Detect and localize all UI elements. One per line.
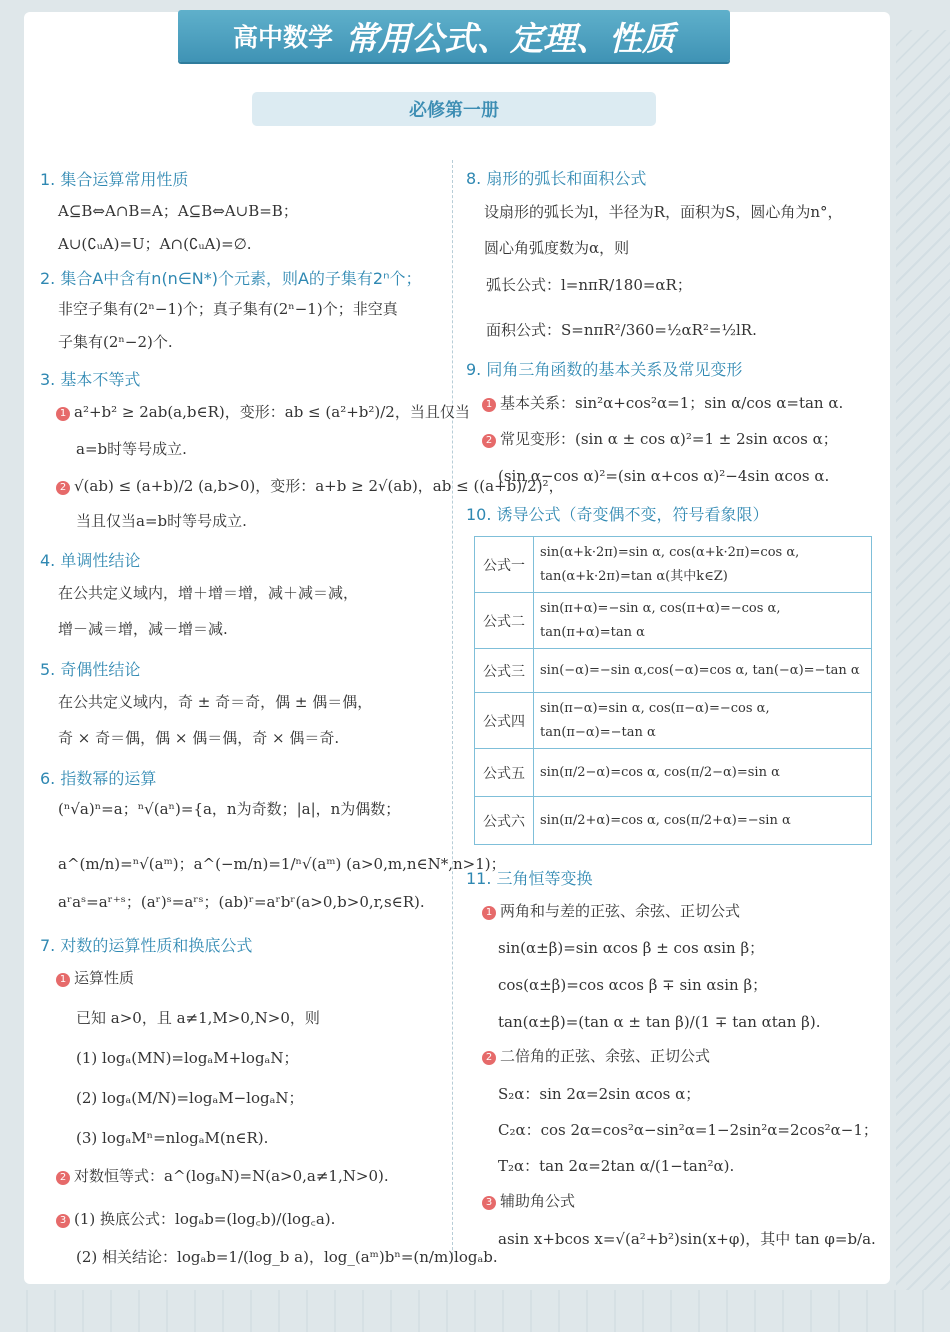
formula-content	[534, 537, 872, 593]
section-heading: 1. 集合运算常用性质	[40, 170, 189, 189]
line-text: C₂α：cos 2α=cos²α−sin²α=1−2sin²α=2cos²α−1；	[498, 1121, 878, 1139]
formula-content	[534, 749, 872, 797]
line-text: cos(α±β)=cos αcos β ∓ sin αsin β；	[498, 976, 768, 994]
formula-line	[498, 1157, 734, 1175]
background-stripes	[896, 30, 950, 1330]
numbered-item	[482, 1192, 575, 1210]
formula-line	[498, 1085, 700, 1103]
induction-formula-table	[474, 536, 872, 845]
formula-line	[58, 800, 400, 818]
formula-name: 公式三	[475, 649, 534, 693]
line-text: 两角和与差的正弦、余弦、正切公式	[500, 902, 741, 920]
line-text: 弧长公式：l=nπR/180=αR；	[486, 276, 692, 294]
line-text: (1) logₐ(MN)=logₐM+logₐN；	[76, 1049, 299, 1067]
formula-content	[534, 593, 872, 649]
line-text: T₂α：tan 2α=2tan α/(1−tan²α).	[498, 1157, 735, 1175]
line-text: A⊆B⇔A∩B=A；A⊆B⇔A∪B=B；	[58, 202, 298, 220]
formula-line	[76, 1129, 268, 1147]
line-text: (3) logₐMⁿ=nlogₐM(n∈R).	[76, 1129, 269, 1147]
section-heading: 7. 对数的运算性质和换底公式	[40, 936, 253, 955]
line-text: a^(m/n)=ⁿ√(aᵐ)；a^(−m/n)=1/ⁿ√(aᵐ) (a>0,m,n∈N*,n>1)；	[58, 855, 506, 873]
line-text: 增－减＝增，减－增＝减.	[58, 620, 228, 638]
line-text: asin x+bcos x=√(a²+b²)sin(x+φ)，其中 tan φ=b/a.	[498, 1230, 876, 1248]
subtitle-bar: 必修第一册	[252, 92, 656, 126]
formula-line: sin(π+α)=−sin α, cos(π+α)=−cos α,	[540, 600, 781, 616]
formula-content	[534, 797, 872, 845]
formula-line	[486, 276, 692, 294]
numbered-item	[56, 1210, 335, 1228]
formula-line	[58, 584, 358, 602]
line-text: 在公共定义域内，奇 ± 奇＝奇，偶 ± 偶＝偶，	[58, 693, 373, 711]
line-text: 当且仅当a=b时等号成立.	[76, 512, 247, 530]
formula-line	[486, 321, 757, 339]
item-number-badge: 3	[482, 1196, 496, 1210]
line-text: a²+b² ≥ 2ab(a,b∈R)，变形：ab ≤ (a²+b²)/2，当且仅当	[74, 403, 470, 421]
formula-line: tan(α+k·2π)=tan α(其中k∈Z)	[540, 568, 728, 584]
formula-name: 公式四	[475, 693, 534, 749]
formula-name: 公式五	[475, 749, 534, 797]
bottom-stripes	[0, 1290, 950, 1332]
formula-line	[498, 939, 764, 957]
numbered-item	[56, 477, 564, 495]
line-text: (2) logₐ(M/N)=logₐM−logₐN；	[76, 1089, 304, 1107]
formula-line	[58, 729, 339, 747]
table-row	[475, 693, 872, 749]
item-number-badge: 1	[56, 973, 70, 987]
line-text: 对数恒等式：a^(logₐN)=N(a>0,a≠1,N>0).	[74, 1167, 389, 1185]
formula-line: tan(π+α)=tan α	[540, 624, 645, 640]
title-main: 常用公式、定理、性质	[345, 18, 675, 58]
section-heading: 5. 奇偶性结论	[40, 660, 141, 679]
column-divider	[452, 160, 453, 1260]
numbered-item	[482, 902, 740, 920]
item-number-badge: 2	[482, 434, 496, 448]
table-row	[475, 797, 872, 845]
numbered-item	[56, 969, 134, 987]
formula-line	[58, 202, 298, 220]
line-text: √(ab) ≤ (a+b)/2 (a,b>0)，变形：a+b ≥ 2√(ab)，ab ≤ ((a+b)/2)²，	[74, 477, 564, 495]
formula-content	[534, 649, 872, 693]
formula-line	[58, 235, 252, 253]
line-text: 奇 × 奇＝偶，偶 × 偶＝偶，奇 × 偶＝奇.	[58, 729, 340, 747]
formula-line: sin(π/2+α)=cos α, cos(π/2+α)=−sin α	[540, 812, 791, 828]
line-text: (2) 相关结论：logₐb=1/(log_b a)，log_(aᵐ)bⁿ=(n/m)logₐb.	[76, 1248, 498, 1266]
item-number-badge: 2	[56, 1171, 70, 1185]
line-text: 面积公式：S=nπR²/360=½αR²=½lR.	[486, 321, 757, 339]
numbered-item	[482, 430, 838, 448]
line-text: 运算性质	[74, 969, 135, 987]
formula-line	[498, 976, 767, 994]
line-text: 圆心角弧度数为α，则	[484, 239, 630, 257]
formula-line	[58, 893, 425, 911]
formula-line: sin(π−α)=sin α, cos(π−α)=−cos α,	[540, 700, 770, 716]
formula-line	[484, 239, 629, 257]
section-heading: 6. 指数幂的运算	[40, 769, 157, 788]
section-heading: 9. 同角三角函数的基本关系及常见变形	[466, 360, 743, 379]
formula-line	[498, 467, 829, 485]
formula-line	[76, 1009, 320, 1027]
numbered-item	[56, 403, 470, 421]
item-number-badge: 1	[482, 906, 496, 920]
line-text: 二倍角的正弦、余弦、正切公式	[500, 1047, 711, 1065]
section-heading: 4. 单调性结论	[40, 551, 141, 570]
formula-line: sin(−α)=−sin α,cos(−α)=cos α, tan(−α)=−tan α	[540, 662, 860, 678]
numbered-item	[56, 1167, 389, 1185]
line-text: 在公共定义域内，增＋增＝增，减＋减＝减，	[58, 584, 359, 602]
formula-content	[534, 693, 872, 749]
line-text: S₂α：sin 2α=2sin αcos α；	[498, 1085, 701, 1103]
formula-line	[76, 1049, 298, 1067]
title-banner	[178, 10, 730, 62]
numbered-item	[482, 394, 843, 412]
item-number-badge: 2	[56, 481, 70, 495]
item-number-badge: 2	[482, 1051, 496, 1065]
formula-line: sin(π/2−α)=cos α, cos(π/2−α)=sin α	[540, 764, 780, 780]
line-text: 子集有(2ⁿ−2)个.	[58, 333, 173, 351]
formula-line	[498, 1230, 876, 1248]
numbered-item	[482, 1047, 710, 1065]
formula-line	[498, 1013, 820, 1031]
line-text: aʳaˢ=aʳ⁺ˢ；(aʳ)ˢ=aʳˢ；(ab)ʳ=aʳbʳ(a>0,b>0,r,s∈R).	[58, 893, 425, 911]
line-text: 设扇形的弧长为l，半径为R，面积为S，圆心角为n°，	[484, 203, 843, 221]
formula-name: 公式二	[475, 593, 534, 649]
line-text: a=b时等号成立.	[76, 440, 187, 458]
section-heading: 11. 三角恒等变换	[466, 869, 593, 888]
table-row	[475, 593, 872, 649]
title-prefix: 高中数学	[232, 23, 333, 52]
section-heading: 10. 诱导公式（奇变偶不变，符号看象限）	[466, 505, 769, 524]
table-row	[475, 749, 872, 797]
table-row	[475, 537, 872, 593]
formula-line	[58, 855, 506, 873]
line-text: sin(α±β)=sin αcos β ± cos αsin β；	[498, 939, 765, 957]
formula-name: 公式六	[475, 797, 534, 845]
line-text: 常见变形：(sin α ± cos α)²=1 ± 2sin αcos α；	[500, 430, 838, 448]
formula-name: 公式一	[475, 537, 534, 593]
line-text: 已知 a>0，且 a≠1,M>0,N>0，则	[76, 1009, 320, 1027]
section-heading: 8. 扇形的弧长和面积公式	[466, 169, 647, 188]
line-text: A∪(∁ᵤA)=U；A∩(∁ᵤA)=∅.	[58, 235, 252, 253]
formula-line	[498, 1121, 878, 1139]
formula-line	[58, 333, 173, 351]
item-number-badge: 1	[56, 407, 70, 421]
formula-line	[76, 512, 247, 530]
section-heading: 2. 集合A中含有n(n∈N*)个元素，则A的子集有2ⁿ个；	[40, 269, 422, 288]
table-row	[475, 649, 872, 693]
line-text: (sin α−cos α)²=(sin α+cos α)²−4sin αcos α.	[498, 467, 830, 485]
formula-line: sin(α+k·2π)=sin α, cos(α+k·2π)=cos α,	[540, 544, 800, 560]
line-text: (1) 换底公式：logₐb=(log꜀b)/(log꜀a).	[74, 1210, 336, 1228]
formula-line	[76, 1089, 304, 1107]
formula-line	[58, 693, 372, 711]
formula-line	[76, 1248, 498, 1266]
formula-line	[484, 203, 843, 221]
formula-line	[58, 620, 228, 638]
formula-line	[76, 440, 187, 458]
item-number-badge: 3	[56, 1214, 70, 1228]
section-heading: 3. 基本不等式	[40, 370, 141, 389]
formula-line: tan(π−α)=−tan α	[540, 724, 656, 740]
line-text: 基本关系：sin²α+cos²α=1；sin α/cos α=tan α.	[500, 394, 844, 412]
formula-line	[58, 300, 398, 318]
line-text: tan(α±β)=(tan α ± tan β)/(1 ∓ tan αtan β).	[498, 1013, 821, 1031]
line-text: (ⁿ√a)ⁿ=a；ⁿ√(aⁿ)={a，n为奇数；|a|，n为偶数；	[58, 800, 401, 818]
line-text: 非空子集有(2ⁿ−1)个；真子集有(2ⁿ−1)个；非空真	[58, 300, 398, 318]
line-text: 辅助角公式	[500, 1192, 576, 1210]
item-number-badge: 1	[482, 398, 496, 412]
